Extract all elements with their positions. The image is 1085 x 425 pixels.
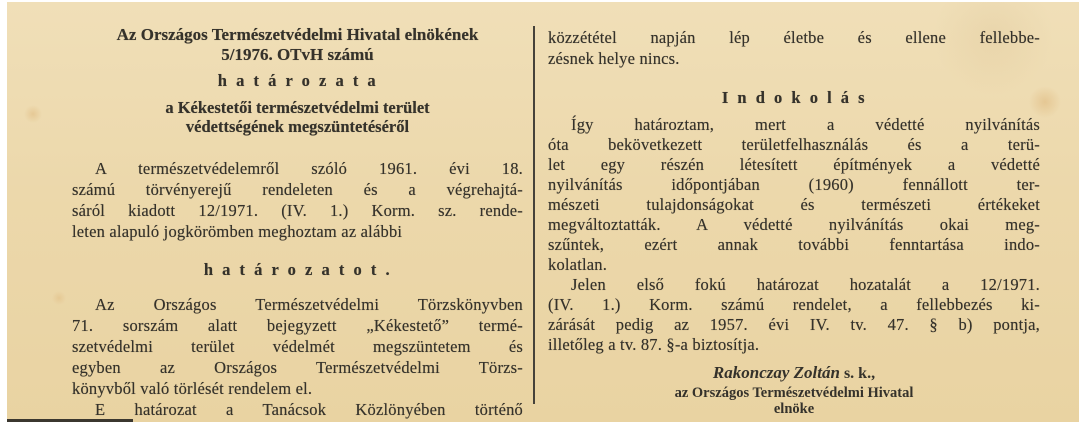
signatory-name: Rakonczay Zoltán [712,363,840,382]
text-line: sáról kiadott 12/1971. (IV. 1.) Korm. sz. rende- [72,201,523,220]
text-line: könyvből való törlését rendelem el. [72,379,313,398]
text-line: szetvédelmi terület védelmét megszüntetem és [72,337,523,356]
scan-artifact-bottom-left [7,419,133,422]
text-line: 5/1976. OTvH számú [221,45,374,64]
text-line: leten alapuló jogkörömben meghoztam az alábbi [72,222,403,241]
decision-word-heading: h a t á r o z a t o t . [203,260,392,279]
text-line: mészeti tulajdonságokat és természeti értékeket [548,195,1040,214]
right-column [548,2,1040,422]
text-line: A természetvédelemről szóló 1961. évi 18. [95,159,523,178]
legal-basis-paragraph [548,275,1040,355]
preamble-paragraph [72,158,523,242]
text-line: szűntek, ezért annak további fenntartása indo- [548,235,1040,254]
text-line: nyilvánítás időpontjában (1960) fennállott ter- [548,175,1040,194]
text-line: egyben az Országos Természetvédelmi Törzs- [72,358,523,377]
text-line: E határozat a Tanácsok Közlönyében történő [95,400,523,419]
text-line: Az Országos Természetvédelmi Törzskönyvben [95,295,523,314]
reasoning-paragraph [548,115,1040,275]
text-line: közzététel napján lép életbe és ellene fellebbe- [548,28,1040,47]
text-line: Jelen első fokú határozat hozatalát a 12/1971. [571,275,1040,294]
signatory-organization: az Országos Természetvédelmi Hivatal [674,385,914,401]
column-divider-rule [533,26,535,404]
text-line: let egy részén létesített építmények a védetté [548,155,1040,174]
signatory-role: elnöke [773,401,815,417]
signature-suffix: s. k., [839,365,876,382]
justification-heading: I n d o k o l á s [721,88,867,107]
signature-name-line [548,362,1040,385]
text-line: Így határoztam, mert a védetté nyilvánítás [571,115,1040,134]
text-line: a Kékestetői természetvédelmi terület [165,98,430,117]
decree-issuer-heading [72,25,523,65]
text-line: 71. sorszám alatt bejegyzett „Kékestető” termé- [72,316,523,335]
text-line: (IV. 1.) Korm. számú rendelet, a fellebbezés ki- [548,295,1040,314]
effective-date-paragraph-end [548,27,1040,69]
text-line: illetőleg a tv. 87. §-a biztosítja. [548,335,760,354]
text-line: zárását pedig az 1957. évi IV. tv. 47. § b) pontja, [548,315,1040,334]
text-line: védettségének megszüntetéséről [185,117,410,136]
text-line: megváltoztatták. A védetté nyilvánítás okai meg- [548,215,1040,234]
text-line: számú törvényerejű rendeleten és a végrehajtá- [72,180,523,199]
signature-block [548,362,1040,417]
text-line: óta bekövetkezett területfelhasználás és a terü- [548,135,1040,154]
decree-word-heading: h a t á r o z a t a [217,71,378,90]
decree-subject-heading [72,98,523,136]
paper-sheet [7,2,1079,422]
text-line: Az Országos Természetvédelmi Hivatal elnökének [116,25,479,44]
effective-date-paragraph-start [72,399,523,420]
text-line: zésnek helye nincs. [548,49,680,68]
left-column [72,2,523,422]
decision-paragraph [72,294,523,399]
text-line: kolatlan. [548,255,608,274]
